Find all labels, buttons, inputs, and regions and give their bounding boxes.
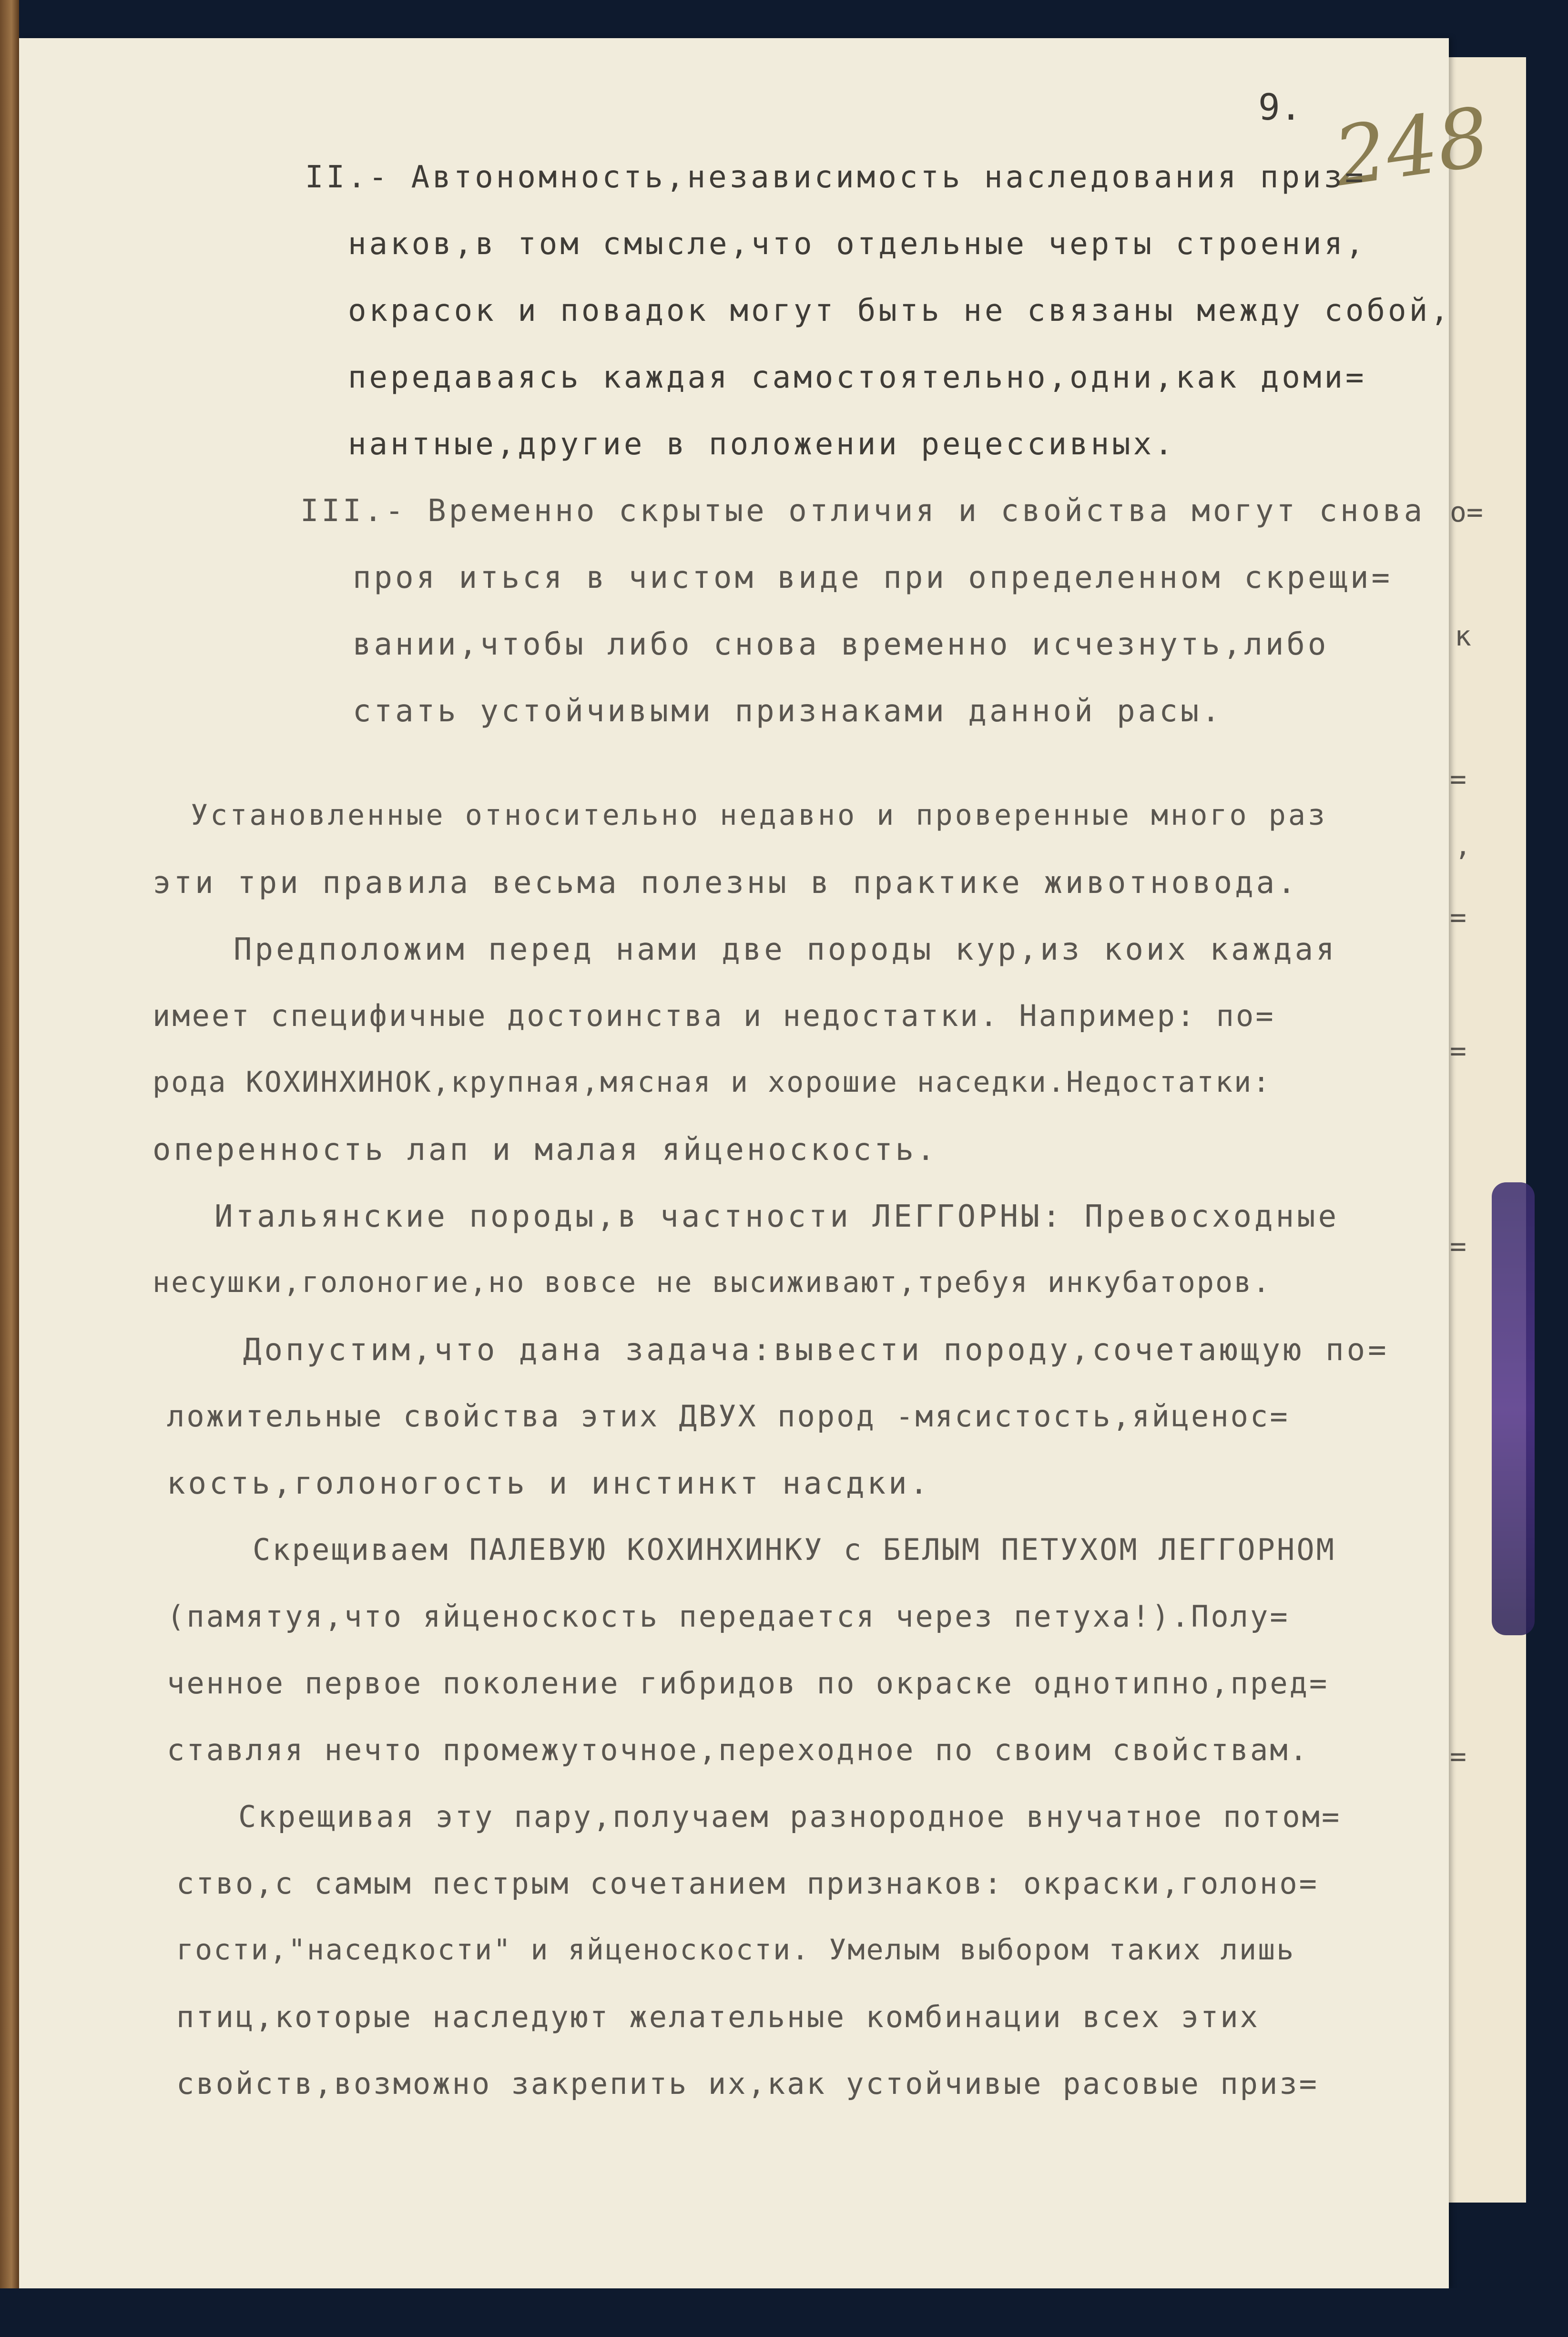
text-line: гости,"наседкости" и яйценоскости. Умелым выбором таких лишь	[176, 1933, 1295, 1967]
typewritten-page	[19, 38, 1495, 2288]
text-line: стать устойчивыми признаками данной расы.	[353, 694, 1223, 729]
text-line: имеет специфичные достоинства и недостатки. Например: по=	[153, 998, 1275, 1033]
text-line: ство,с самым пестрым сочетанием признаков: окраски,голоно=	[176, 1866, 1319, 1901]
text-line: ложительные свойства этих ДВУХ пород -мясистость,яйценос=	[167, 1399, 1290, 1434]
text-line: передаваясь каждая самостоятельно,одни,как доми=	[348, 360, 1367, 395]
page-number: 9.	[1258, 86, 1302, 128]
text-line: (памятуя,что яйценоскость передается через петуха!).Полу=	[167, 1599, 1290, 1634]
text-line: наков,в том смысле,что отдельные черты строения,	[348, 226, 1367, 262]
text-line: Установленные относительно недавно и проверенные много раз	[191, 799, 1328, 832]
text-line: эти три правила весьма полезны в практике животновода.	[153, 865, 1299, 901]
text-line: Скрещивая эту пару,получаем разнородное внучатное потом=	[238, 1799, 1342, 1834]
under-page-mark: ,	[1455, 830, 1471, 862]
archive-stamp-number: 248	[1328, 90, 1495, 205]
text-line: птиц,которые наследуют желательные комбинации всех этих	[176, 1999, 1260, 2034]
under-page-mark: =	[1450, 1740, 1466, 1773]
text-line: Допустим,что дана задача:вывести породу,сочетающую по=	[243, 1332, 1389, 1368]
text-line: III.- Временно скрытые отличия и свойства могут снова	[300, 493, 1425, 529]
text-line: Итальянские породы,в частности ЛЕГГОРНЫ: Превосходные	[214, 1199, 1340, 1234]
under-page-mark: =	[1450, 1230, 1466, 1262]
text-line: окрасок и повадок могут быть не связаны между собой,	[348, 293, 1452, 328]
text-line: Предположим перед нами две породы кур,из коих каждая	[234, 932, 1337, 967]
text-line: рода КОХИНХИНОК,крупная,мясная и хорошие наседки.Недостатки:	[153, 1066, 1272, 1099]
text-line: нантные,другие в положении рецессивных.	[348, 427, 1176, 462]
text-line: несушки,голоногие,но вовсе не высиживают,требуя инкубаторов.	[153, 1266, 1272, 1299]
text-line: вании,чтобы либо снова временно исчезнуть,либо	[353, 627, 1329, 662]
text-line: кость,голоногость и инстинкт насдки.	[167, 1466, 931, 1501]
under-page-mark: =	[1450, 763, 1466, 795]
book-binding	[0, 0, 19, 2337]
blue-ink-mark	[1492, 1182, 1535, 1635]
text-line: проя иться в чистом виде при определенном скрещи=	[353, 560, 1393, 595]
under-page-mark: о=	[1450, 496, 1483, 528]
text-line: II.- Автономность,независимость наследования приз=	[305, 160, 1366, 195]
text-line: свойств,возможно закрепить их,как устойчивые расовые приз=	[176, 2066, 1319, 2101]
under-page-mark: =	[1450, 1035, 1466, 1067]
text-line: ченное первое поколение гибридов по окраске однотипно,пред=	[167, 1666, 1329, 1701]
text-line: ставляя нечто промежуточное,переходное по своим свойствам.	[167, 1732, 1309, 1767]
text-line: оперенность лап и малая яйценоскость.	[153, 1132, 938, 1168]
text-line: Скрещиваем ПАЛЕВУЮ КОХИНХИНКУ с БЕЛЫМ ПЕТУХОМ ЛЕГГОРНОМ	[253, 1532, 1336, 1567]
under-page-mark: к	[1455, 620, 1471, 652]
under-page-mark: =	[1450, 901, 1466, 933]
scan-background	[0, 2288, 1568, 2337]
